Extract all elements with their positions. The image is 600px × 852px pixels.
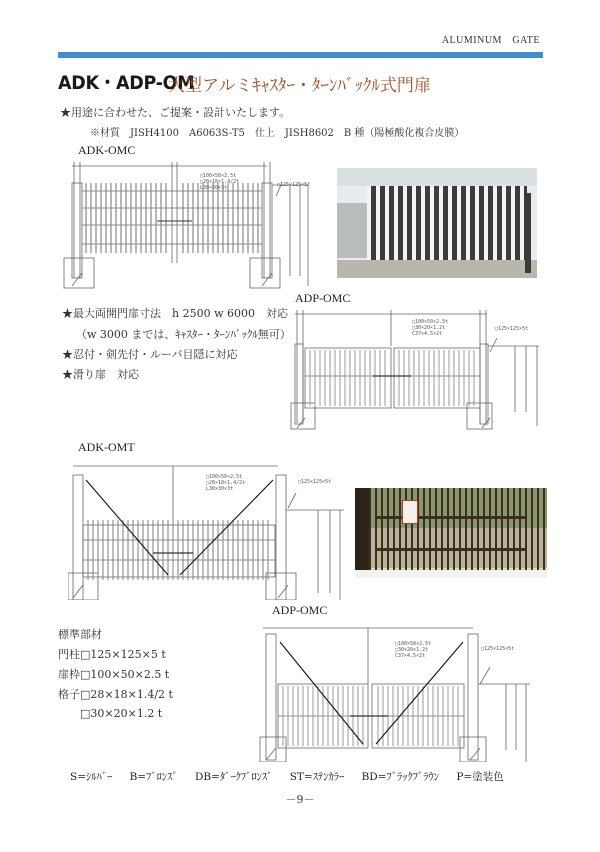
color-legend-item: DB=ﾀﾞｰｸﾌﾞﾛﾝｽﾞ [194,771,273,783]
page-title-code: ADK・ADP-OM [58,72,195,94]
color-legend-item: P=塗装色 [456,771,504,783]
feature-line-4: ★滑り扉 対応 [62,368,139,381]
callout: □30×20×1.2t [412,325,446,331]
standard-part-3: 格子□28×18×1.4/2 t [58,688,173,701]
color-legend-item: S=ｼﾙﾊﾞｰ [70,771,113,783]
standard-parts-heading: 標準部材 [58,628,102,641]
callout: □30×20×1.2t [395,647,429,653]
photo-bronze-gate [355,488,547,578]
photo-white-gate [337,168,537,278]
callout: L30×30×3t [200,185,228,191]
callout: □100×50×2.5t [395,641,432,647]
drawing-caption-adp-omc-1: ADP-OMC [295,291,351,305]
color-legend-item: BD=ﾌﾞﾗｯｸﾌﾞﾗｳﾝ [361,771,440,783]
drawing-caption-adk-omt: ADK-OMT [78,440,135,454]
callouts-adk-omt [206,474,245,492]
post-callout-adk-omt: □125×125×5t [298,479,332,485]
post-callout-adp-omc-1: □125×125×5t [495,326,529,332]
callout: □100×50×2.5t [206,474,243,480]
intro-line-1: ★用途に合わせた、ご提案・設計いたします。 [60,106,291,119]
color-legend [70,769,518,784]
drawing-adk-omc [62,158,312,290]
header-rule [58,52,543,58]
color-legend-item: B=ﾌﾞﾛﾝｽﾞ [129,771,178,783]
callout: L30×30×3t [206,486,234,492]
standard-part-1: 門柱□125×125×5 t [58,648,166,661]
feature-line-1: ★最大両開門扉寸法 h 2500 w 6000 対応 [62,307,288,320]
callouts-adp-omc-1 [412,319,448,337]
callout: C37×4.5×2t [412,331,443,337]
feature-line-3: ★忍付・剣先付・ルーバ目隠に対応 [62,348,238,361]
page-number: －9－ [285,793,315,806]
callouts-adp-omc-2 [395,641,431,659]
callout: □28×18×1.4/2t [206,480,246,486]
callout: □100×50×2.5t [412,319,449,325]
intro-line-2: ※材質 JISH4100 A6063S-T5 仕上 JISH8602 B 種（陽極酸化複合皮膜） [90,128,465,139]
feature-line-2: （w 3000 までは、ｷｬｽﾀｰ・ﾀｰﾝﾊﾞｯｸﾙ無可） [76,328,291,341]
callout: C37×4.5×2t [395,653,426,659]
callouts-adk-omc [200,173,239,191]
callout: □28×18×1.4/2t [200,179,240,185]
header-label: ALUMINUM GATE [441,35,540,46]
standard-part-2: 扉枠□100×50×2.5 t [58,668,170,681]
callout: □100×50×2.5t [200,173,237,179]
page-title-description: 大型アルミｷｬｽﾀｰ・ﾀｰﾝﾊﾞｯｸﾙ式門扉 [168,76,431,96]
drawing-caption-adp-omc-2: ADP-OMC [272,603,328,617]
standard-part-4: □30×20×1.2 t [58,707,163,720]
post-callout-adk-omc: □125×125×5t [277,182,311,188]
drawing-caption-adk-omc: ADK-OMC [78,143,136,157]
color-legend-item: ST=ｽﾃﾝｶﾗｰ [289,771,345,783]
post-callout-adp-omc-2: □125×125×5t [481,646,515,652]
